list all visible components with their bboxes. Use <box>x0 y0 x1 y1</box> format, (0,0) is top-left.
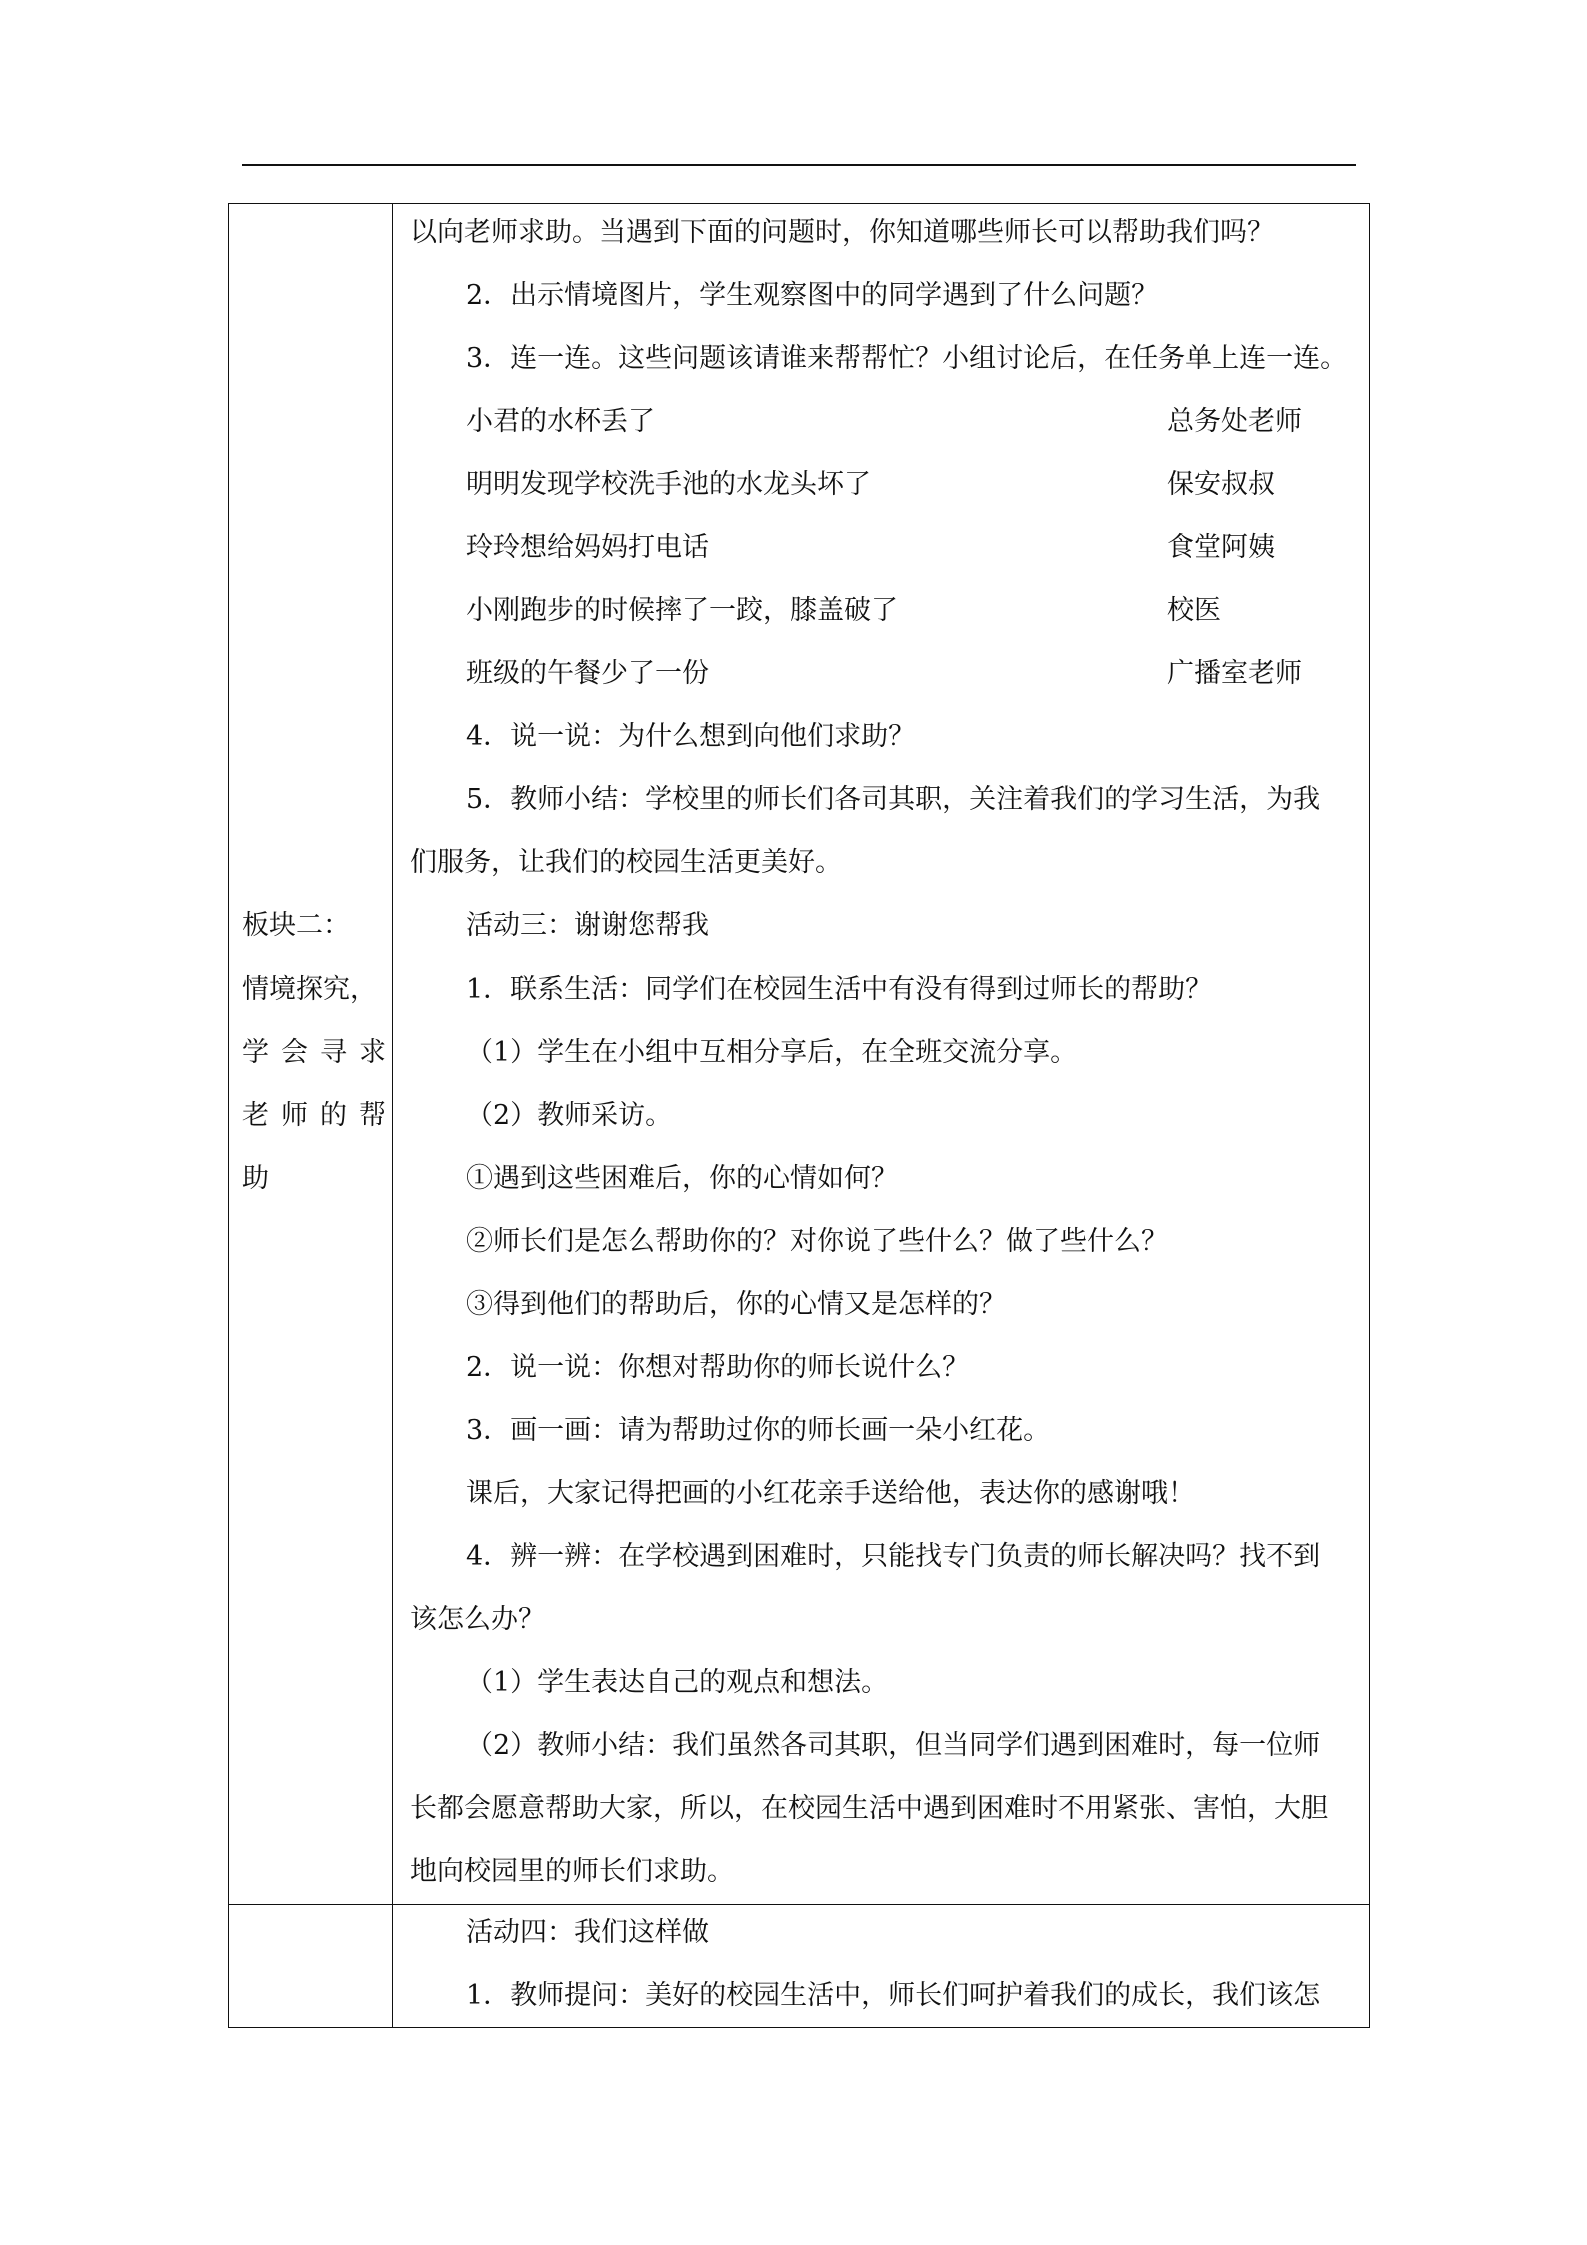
text-line: 地向校园里的师长们求助。 <box>410 1856 734 1887</box>
text-line: 课后，大家记得把画的小红花亲手送给他，表达你的感谢哦！ <box>466 1478 1195 1509</box>
activity-heading: 活动三：谢谢您帮我 <box>466 910 709 941</box>
text-line: 以向老师求助。当遇到下面的问题时，你知道哪些师长可以帮助我们吗？ <box>410 217 1274 248</box>
text-line: 长都会愿意帮助大家，所以，在校园生活中遇到困难时不用紧张、害怕，大胆 <box>410 1793 1328 1824</box>
text-line: （2）教师采访。 <box>466 1100 673 1131</box>
matching-problem: 玲玲想给妈妈打电话 <box>466 532 709 563</box>
header-rule <box>242 164 1356 166</box>
section-label-line-1: 板块二： <box>242 910 350 941</box>
section-label-line-4: 老师的帮 <box>242 1100 398 1131</box>
text-line: 4．辨一辨：在学校遇到困难时，只能找专门负责的师长解决吗？找不到 <box>466 1541 1321 1572</box>
text-line: 2．出示情境图片，学生观察图中的同学遇到了什么问题？ <box>466 280 1159 311</box>
text-line: 们服务，让我们的校园生活更美好。 <box>410 847 842 878</box>
activity-heading: 活动四：我们这样做 <box>466 1917 709 1948</box>
matching-helper: 保安叔叔 <box>1167 469 1275 500</box>
matching-problem: 小刚跑步的时候摔了一跤，膝盖破了 <box>466 595 898 626</box>
text-line: 3．画一画：请为帮助过你的师长画一朵小红花。 <box>466 1415 1051 1446</box>
text-line: ①遇到这些困难后，你的心情如何？ <box>466 1163 898 1194</box>
matching-helper: 校医 <box>1167 595 1221 626</box>
section-label-line-5: 助 <box>242 1163 269 1194</box>
section-label-line-3: 学会寻求 <box>242 1037 398 1068</box>
matching-helper: 食堂阿姨 <box>1167 532 1275 563</box>
matching-helper: 广播室老师 <box>1167 658 1302 689</box>
text-line: ③得到他们的帮助后，你的心情又是怎样的？ <box>466 1289 1006 1320</box>
text-line: 4．说一说：为什么想到向他们求助？ <box>466 721 916 752</box>
text-line: 该怎么办？ <box>410 1604 545 1635</box>
text-line: 5．教师小结：学校里的师长们各司其职，关注着我们的学习生活，为我 <box>466 784 1321 815</box>
matching-helper: 总务处老师 <box>1167 406 1302 437</box>
text-line: （2）教师小结：我们虽然各司其职，但当同学们遇到困难时，每一位师 <box>466 1730 1321 1761</box>
matching-problem: 明明发现学校洗手池的水龙头坏了 <box>466 469 871 500</box>
matching-problem: 小君的水杯丢了 <box>466 406 655 437</box>
table-row-divider <box>228 1904 1370 1905</box>
matching-problem: 班级的午餐少了一份 <box>466 658 709 689</box>
text-line: （1）学生表达自己的观点和想法。 <box>466 1667 889 1698</box>
text-line: （1）学生在小组中互相分享后，在全班交流分享。 <box>466 1037 1078 1068</box>
section-label-line-2: 情境探究， <box>242 974 377 1005</box>
text-line: 1．联系生活：同学们在校园生活中有没有得到过师长的帮助？ <box>466 974 1213 1005</box>
text-line: ②师长们是怎么帮助你的？对你说了些什么？做了些什么？ <box>466 1226 1168 1257</box>
text-line: 2．说一说：你想对帮助你的师长说什么？ <box>466 1352 970 1383</box>
text-line: 1．教师提问：美好的校园生活中，师长们呵护着我们的成长，我们该怎 <box>466 1980 1321 2011</box>
text-line: 3．连一连。这些问题该请谁来帮帮忙？小组讨论后，在任务单上连一连。 <box>466 343 1348 374</box>
